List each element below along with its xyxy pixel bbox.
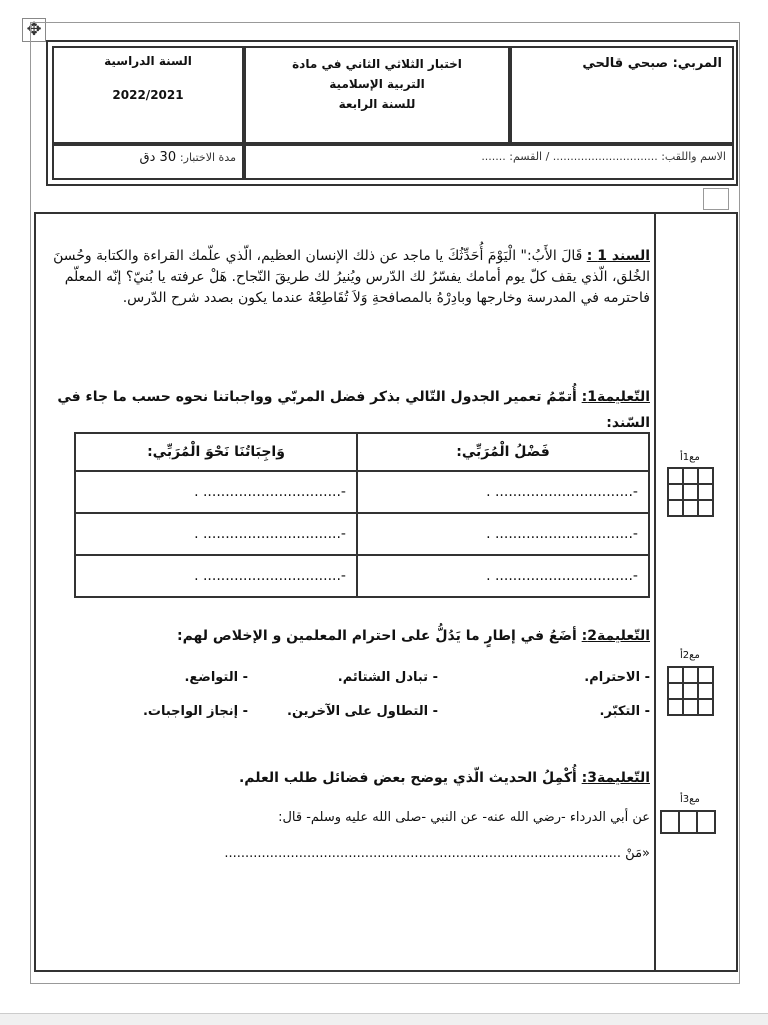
hadith-intro: عن أبي الدرداء -رضي الله عنه- عن النبي -صلى الله عليه وسلم- قال: bbox=[278, 810, 650, 825]
instruction-1-label: التّعليمة1: bbox=[581, 389, 650, 405]
option-respect[interactable]: - الاحترام. bbox=[584, 670, 650, 685]
marks-grid-1 bbox=[667, 467, 714, 517]
table-cell[interactable]: -............................... . bbox=[75, 555, 357, 597]
column-header-merit: فَضْلُ الْمُرَبِّي: bbox=[357, 433, 649, 471]
instruction-3 bbox=[38, 770, 650, 786]
window-bottom-bar bbox=[0, 1013, 768, 1025]
mark-label-2: مع2أ bbox=[680, 650, 700, 661]
teacher-cell bbox=[510, 46, 734, 144]
passage-body: قَالَ الأَبُ:" الْيَوْمَ أُحَدِّثُكَ يا ماجد عن ذلك الإنسان العظيم، الّذي علّمك القراءة والكتابة وحُسنَ الخُلق، الّذي يقف كلّ يوم أمامك يفسّرُ لك الدّرس ويُنيرُ لك طريقَ النّجاح. هَلْ عرفته يا بُنيّ؟ إنّه المعلّم فاحترمه في المدرسة وخارجها وبادِرْهُ بالمصافحةِ وَلاَ تُقَاطِعْهُ عندما يكون بصدد شرح الدّرس. bbox=[53, 248, 650, 306]
student-name-cell bbox=[244, 144, 734, 180]
passage-label: السند 1 : bbox=[586, 248, 650, 264]
table-cell[interactable]: -............................... . bbox=[357, 555, 649, 597]
instruction-2 bbox=[38, 628, 650, 644]
instruction-1 bbox=[38, 384, 650, 436]
hadith-completion-line[interactable]: «مَنْ ................................................................................................ bbox=[224, 846, 650, 861]
mark-label-1: مع1أ bbox=[680, 452, 700, 463]
table-cell[interactable]: -............................... . bbox=[357, 471, 649, 513]
empty-box bbox=[703, 188, 729, 210]
student-name-field[interactable]: الاسم واللقب: .............................. / القسم: ....... bbox=[481, 150, 726, 163]
merit-duties-table bbox=[74, 432, 650, 598]
year-label: السنة الدراسية bbox=[104, 54, 192, 68]
year-value: 2022/2021 bbox=[112, 88, 184, 102]
table-cell[interactable]: -............................... . bbox=[75, 513, 357, 555]
teacher-name: المربي: صبحي قالحي bbox=[582, 56, 722, 71]
marks-grid-3 bbox=[660, 810, 716, 834]
instruction-3-text: أُكْمِلُ الحديث الّذي يوضح بعض فضائل طلب العلم. bbox=[238, 770, 582, 786]
marks-grid-2 bbox=[667, 666, 714, 716]
option-disrespect[interactable]: - التطاول على الآخرين. bbox=[287, 704, 438, 719]
exam-title-cell bbox=[244, 46, 510, 144]
option-insults[interactable]: - تبادل الشتائم. bbox=[337, 670, 438, 685]
marks-column-divider bbox=[654, 212, 656, 972]
mark-label-3: مع3أ bbox=[680, 794, 700, 805]
column-header-duties: وَاجِبَاتُنَا نَحْوَ الْمُرَبِّي: bbox=[75, 433, 357, 471]
instruction-1-text: أُتمّمُ تعمير الجدول التّالي بذكر فضل المربّي وواجباتنا نحوه حسب ما جاء في السّند: bbox=[57, 389, 650, 431]
option-humility[interactable]: - التواضع. bbox=[184, 670, 248, 685]
duration-value: 30 دق bbox=[139, 150, 177, 165]
exam-title-line-2: التربية الإسلامية bbox=[329, 77, 425, 91]
instruction-2-text: أضَعُ في إطارٍ ما يَدُلُّ على احترام المعلمين و الإخلاص لهم: bbox=[176, 628, 582, 644]
instruction-3-label: التّعليمة3: bbox=[581, 770, 650, 786]
exam-title-line-1: اختبار الثلاثي الثاني في مادة bbox=[292, 57, 462, 71]
table-cell[interactable]: -............................... . bbox=[75, 471, 357, 513]
duration-cell bbox=[52, 144, 244, 180]
passage bbox=[38, 246, 650, 309]
instruction-2-label: التّعليمة2: bbox=[581, 628, 650, 644]
year-cell bbox=[52, 46, 244, 144]
table-move-handle-icon[interactable]: ✥ bbox=[22, 18, 46, 42]
option-homework[interactable]: - إنجاز الواجبات. bbox=[142, 704, 248, 719]
duration-label: مدة الاختبار: bbox=[179, 151, 236, 164]
option-arrogance[interactable]: - التكبّر. bbox=[599, 704, 650, 719]
table-cell[interactable]: -............................... . bbox=[357, 513, 649, 555]
exam-title-line-3: للسنة الرابعة bbox=[338, 97, 416, 111]
